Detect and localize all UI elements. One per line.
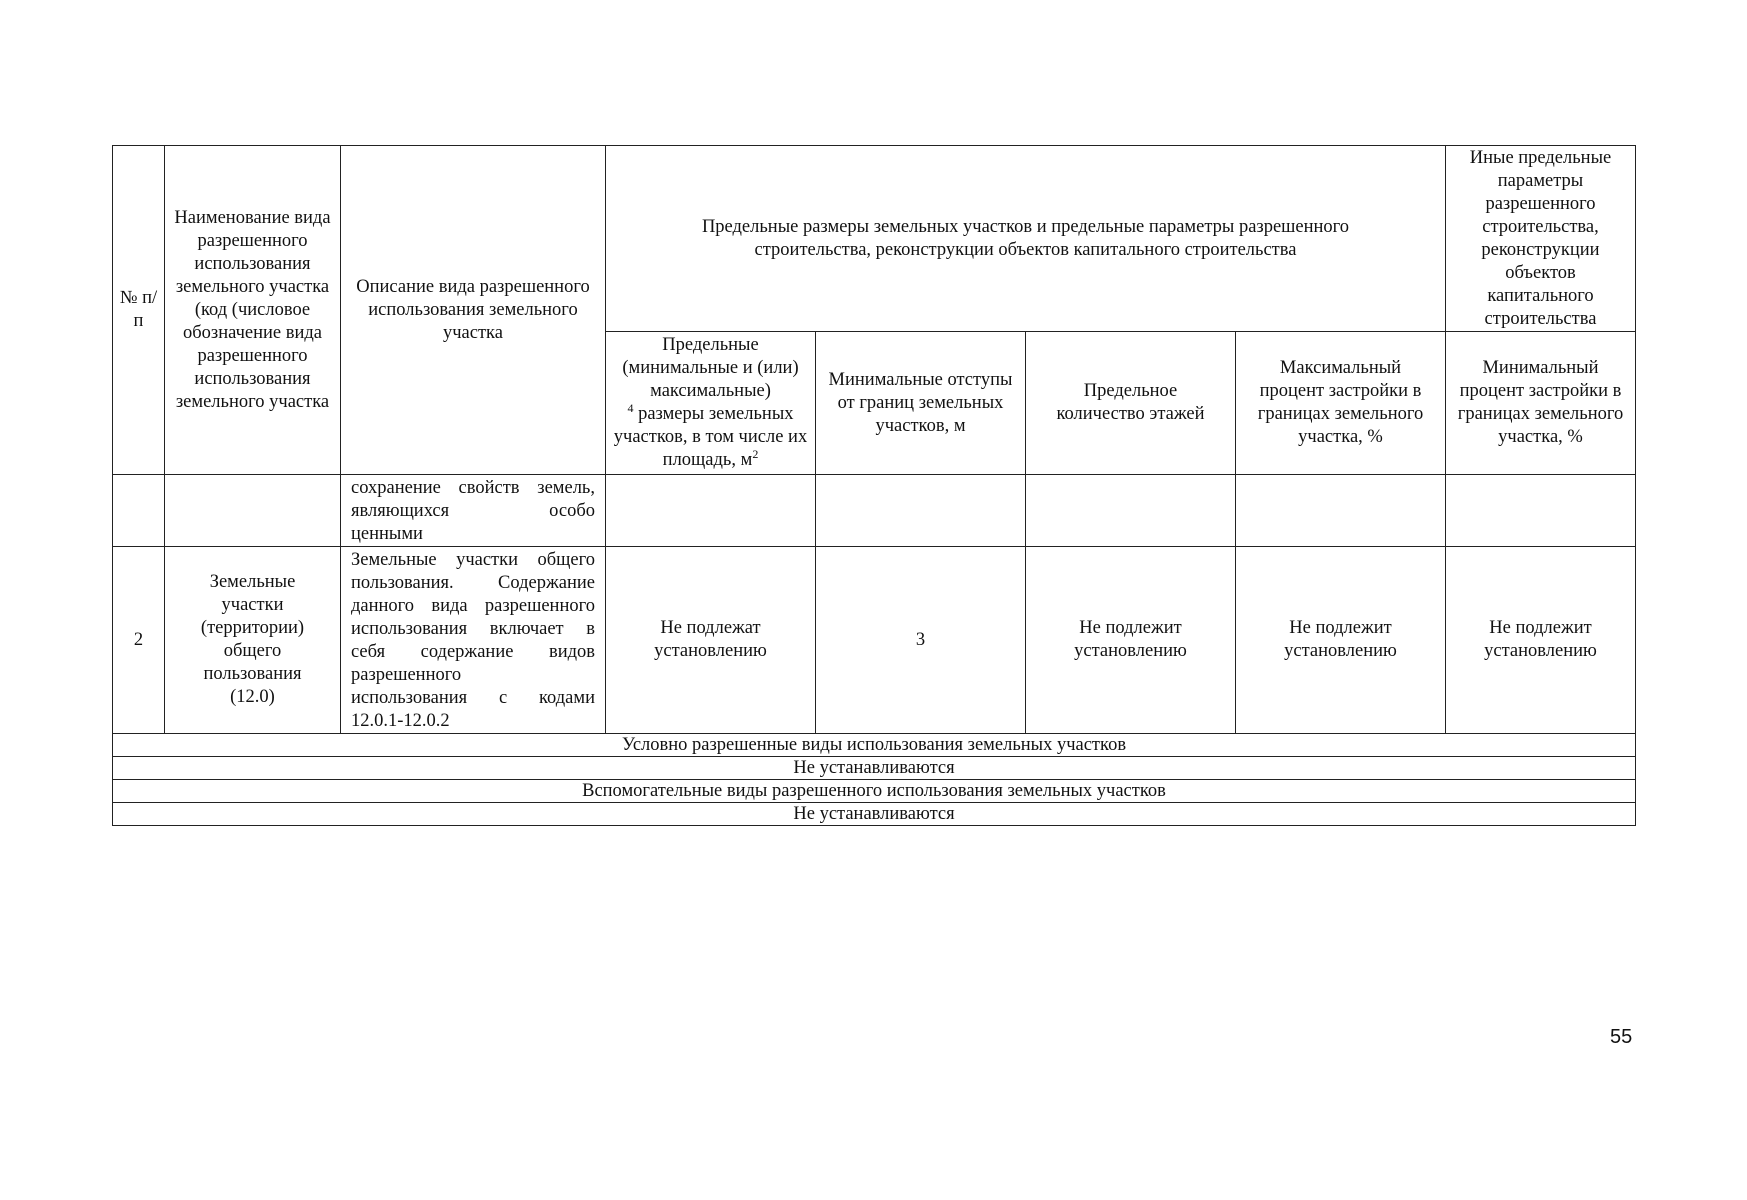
- description-line: разрешенного: [351, 665, 462, 685]
- row-min-coverage: Не подлежит установлению: [1446, 547, 1636, 734]
- description-line: сохранение свойств земель,: [351, 478, 595, 498]
- row-max-coverage: Не подлежит установлению: [1236, 547, 1446, 734]
- header-max-coverage: Максимальный процент застройки в границах земельного участка, %: [1236, 332, 1446, 475]
- section-conditional-uses: Условно разрешенные виды использования земельных участков: [113, 734, 1636, 757]
- header-plot-size-pre: Предельные (минимальные и (или) максимальные): [622, 335, 799, 401]
- row-use-name: Земельные участки (территории) общего пользования (12.0): [165, 547, 341, 734]
- description-line: использования включает в: [351, 619, 595, 639]
- page-number: 55: [1610, 1026, 1633, 1048]
- header-use-name: Наименование вида разрешенного использования земельного участка (код (числовое обозначение вида разрешенного использования земельного участка: [165, 146, 341, 475]
- description-line: 12.0.1-12.0.2: [351, 711, 450, 731]
- row-setbacks: [816, 475, 1026, 547]
- header-num: № п/п: [113, 146, 165, 475]
- header-setbacks: Минимальные отступы от границ земельных участков, м: [816, 332, 1026, 475]
- description-line: являющихся особо: [351, 501, 595, 521]
- section-row: [113, 734, 1636, 757]
- description-line: данного вида разрешенного: [351, 596, 595, 616]
- header-row-1: [113, 146, 1636, 332]
- row-use-name: [165, 475, 341, 547]
- header-description: Описание вида разрешенного использования земельного участка: [341, 146, 606, 475]
- header-plot-size-post: размеры земельных участков, в том числе их площадь, м: [613, 404, 808, 470]
- row-setbacks: 3: [816, 547, 1026, 734]
- footnote-marker: 4: [627, 400, 634, 415]
- section-not-established: Не устанавливаются: [113, 757, 1636, 780]
- header-floors: Предельное количество этажей: [1026, 332, 1236, 475]
- row-min-coverage: [1446, 475, 1636, 547]
- row-plot-size: Не подлежат установлению: [606, 547, 816, 734]
- unit-superscript: 2: [752, 446, 759, 461]
- row-plot-size: [606, 475, 816, 547]
- row-description: [341, 547, 606, 734]
- table-row: [113, 475, 1636, 547]
- description-line: себя содержание видов: [351, 642, 595, 662]
- section-row: [113, 780, 1636, 803]
- land-use-table: [112, 145, 1636, 826]
- section-auxiliary-uses: Вспомогательные виды разрешенного использования земельных участков: [113, 780, 1636, 803]
- header-min-coverage: Минимальный процент застройки в границах земельного участка, %: [1446, 332, 1636, 475]
- row-floors: Не подлежит установлению: [1026, 547, 1236, 734]
- row-description: [341, 475, 606, 547]
- header-limits-group: Предельные размеры земельных участков и предельные параметры разрешенного строительства, реконструкции объектов капитального строительства: [606, 146, 1446, 332]
- table-row: [113, 547, 1636, 734]
- description-line: пользования. Содержание: [351, 573, 595, 593]
- section-row: [113, 803, 1636, 826]
- row-max-coverage: [1236, 475, 1446, 547]
- row-floors: [1026, 475, 1236, 547]
- document-table-wrapper: [112, 145, 1635, 826]
- description-line: использования с кодами: [351, 688, 595, 708]
- header-other-group: Иные предельные параметры разрешенного строительства, реконструкции объектов капитального строительства: [1446, 146, 1636, 332]
- row-num: [113, 475, 165, 547]
- description-line: ценными: [351, 524, 423, 544]
- row-num: 2: [113, 547, 165, 734]
- description-line: Земельные участки общего: [351, 550, 595, 570]
- section-not-established: Не устанавливаются: [113, 803, 1636, 826]
- section-row: [113, 757, 1636, 780]
- header-plot-size: [606, 332, 816, 475]
